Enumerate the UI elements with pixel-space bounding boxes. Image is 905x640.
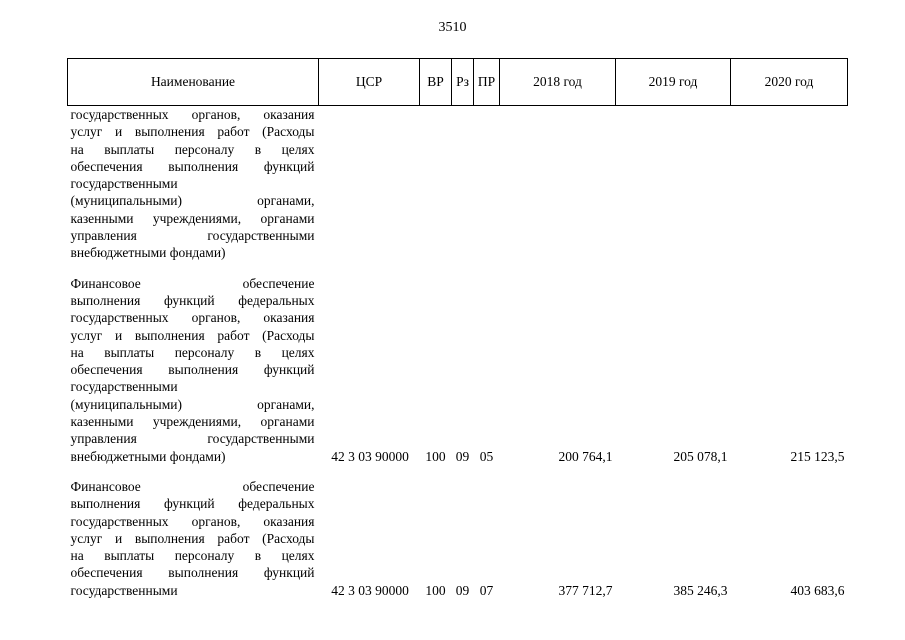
row-name-line: (муниципальными) органами, bbox=[70, 396, 315, 412]
row-name-line: на выплаты персоналу в целях bbox=[70, 344, 315, 360]
header-vr: ВР bbox=[420, 59, 452, 106]
row-pr: 07 bbox=[479, 582, 494, 598]
row-name-line: управления государственными bbox=[70, 431, 315, 447]
row-name-line: внебюджетными фондами) bbox=[70, 448, 226, 464]
row-name-line: (муниципальными) органами, bbox=[70, 193, 315, 209]
row-2019: 205 078,1 bbox=[673, 448, 728, 464]
header-name: Наименование bbox=[68, 59, 319, 106]
row-csr: 42 3 03 90000 bbox=[331, 582, 409, 598]
budget-table bbox=[67, 58, 848, 599]
row-vr: 100 bbox=[425, 582, 446, 598]
row-name-line: Финансовое обеспечение bbox=[70, 478, 315, 494]
table-header-row bbox=[68, 59, 848, 106]
row-2019 bbox=[616, 106, 731, 275]
row-name-line: обеспечения выполнения функций bbox=[70, 565, 315, 581]
row-name-line: обеспечения выполнения функций bbox=[70, 158, 315, 174]
row-name-line: внебюджетными фондами) bbox=[70, 245, 226, 261]
row-name-line: Финансовое обеспечение bbox=[70, 275, 315, 291]
row-vr: 100 bbox=[425, 448, 446, 464]
row-name bbox=[68, 106, 319, 275]
row-2020: 403 683,6 bbox=[790, 582, 845, 598]
row-name-line: на выплаты персоналу в целях bbox=[70, 141, 315, 157]
row-name-line: государственных органов, оказания bbox=[70, 107, 315, 122]
row-name-line: выполнения функций федеральных bbox=[70, 496, 315, 512]
table-row bbox=[68, 106, 848, 275]
row-name-line: государственными bbox=[70, 176, 178, 192]
row-csr: 42 3 03 90000 bbox=[331, 448, 409, 464]
row-name bbox=[68, 275, 319, 478]
header-pr: ПР bbox=[474, 59, 500, 106]
header-2018: 2018 год bbox=[500, 59, 616, 106]
table-row bbox=[68, 478, 848, 599]
row-name-line: услуг и выполнения работ (Расходы bbox=[70, 124, 315, 140]
row-name-line: обеспечения выполнения функций bbox=[70, 362, 315, 378]
page-number: 3510 bbox=[438, 20, 467, 35]
row-name bbox=[68, 478, 319, 599]
table-body bbox=[68, 106, 848, 600]
row-2018: 200 764,1 bbox=[558, 448, 613, 464]
row-2018 bbox=[500, 106, 616, 275]
row-pr bbox=[474, 106, 500, 275]
row-name-line: государственных органов, оказания bbox=[70, 310, 315, 326]
row-rz: 09 bbox=[455, 582, 470, 598]
row-pr: 05 bbox=[479, 448, 494, 464]
row-2020 bbox=[731, 106, 848, 275]
header-2019: 2019 год bbox=[616, 59, 731, 106]
row-name-line: государственных органов, оказания bbox=[70, 513, 315, 529]
row-2019: 385 246,3 bbox=[673, 582, 728, 598]
row-name-line: казенными учреждениями, органами bbox=[70, 210, 315, 226]
header-2020: 2020 год bbox=[731, 59, 848, 106]
row-name-line: государственными bbox=[70, 582, 178, 598]
row-vr bbox=[420, 106, 452, 275]
row-csr bbox=[319, 106, 420, 275]
row-name-line: услуг и выполнения работ (Расходы bbox=[70, 530, 315, 546]
row-name-line: казенными учреждениями, органами bbox=[70, 414, 315, 430]
header-csr: ЦСР bbox=[319, 59, 420, 106]
row-2018: 377 712,7 bbox=[558, 582, 613, 598]
row-name-line: государственными bbox=[70, 379, 178, 395]
row-rz: 09 bbox=[455, 448, 470, 464]
row-name-line: выполнения функций федеральных bbox=[70, 292, 315, 308]
row-name-line: управления государственными bbox=[70, 228, 315, 244]
row-name-line: на выплаты персоналу в целях bbox=[70, 548, 315, 564]
header-rz: Рз bbox=[452, 59, 474, 106]
row-name-line: услуг и выполнения работ (Расходы bbox=[70, 327, 315, 343]
row-2020: 215 123,5 bbox=[790, 448, 845, 464]
row-rz bbox=[452, 106, 474, 275]
table-row bbox=[68, 275, 848, 478]
